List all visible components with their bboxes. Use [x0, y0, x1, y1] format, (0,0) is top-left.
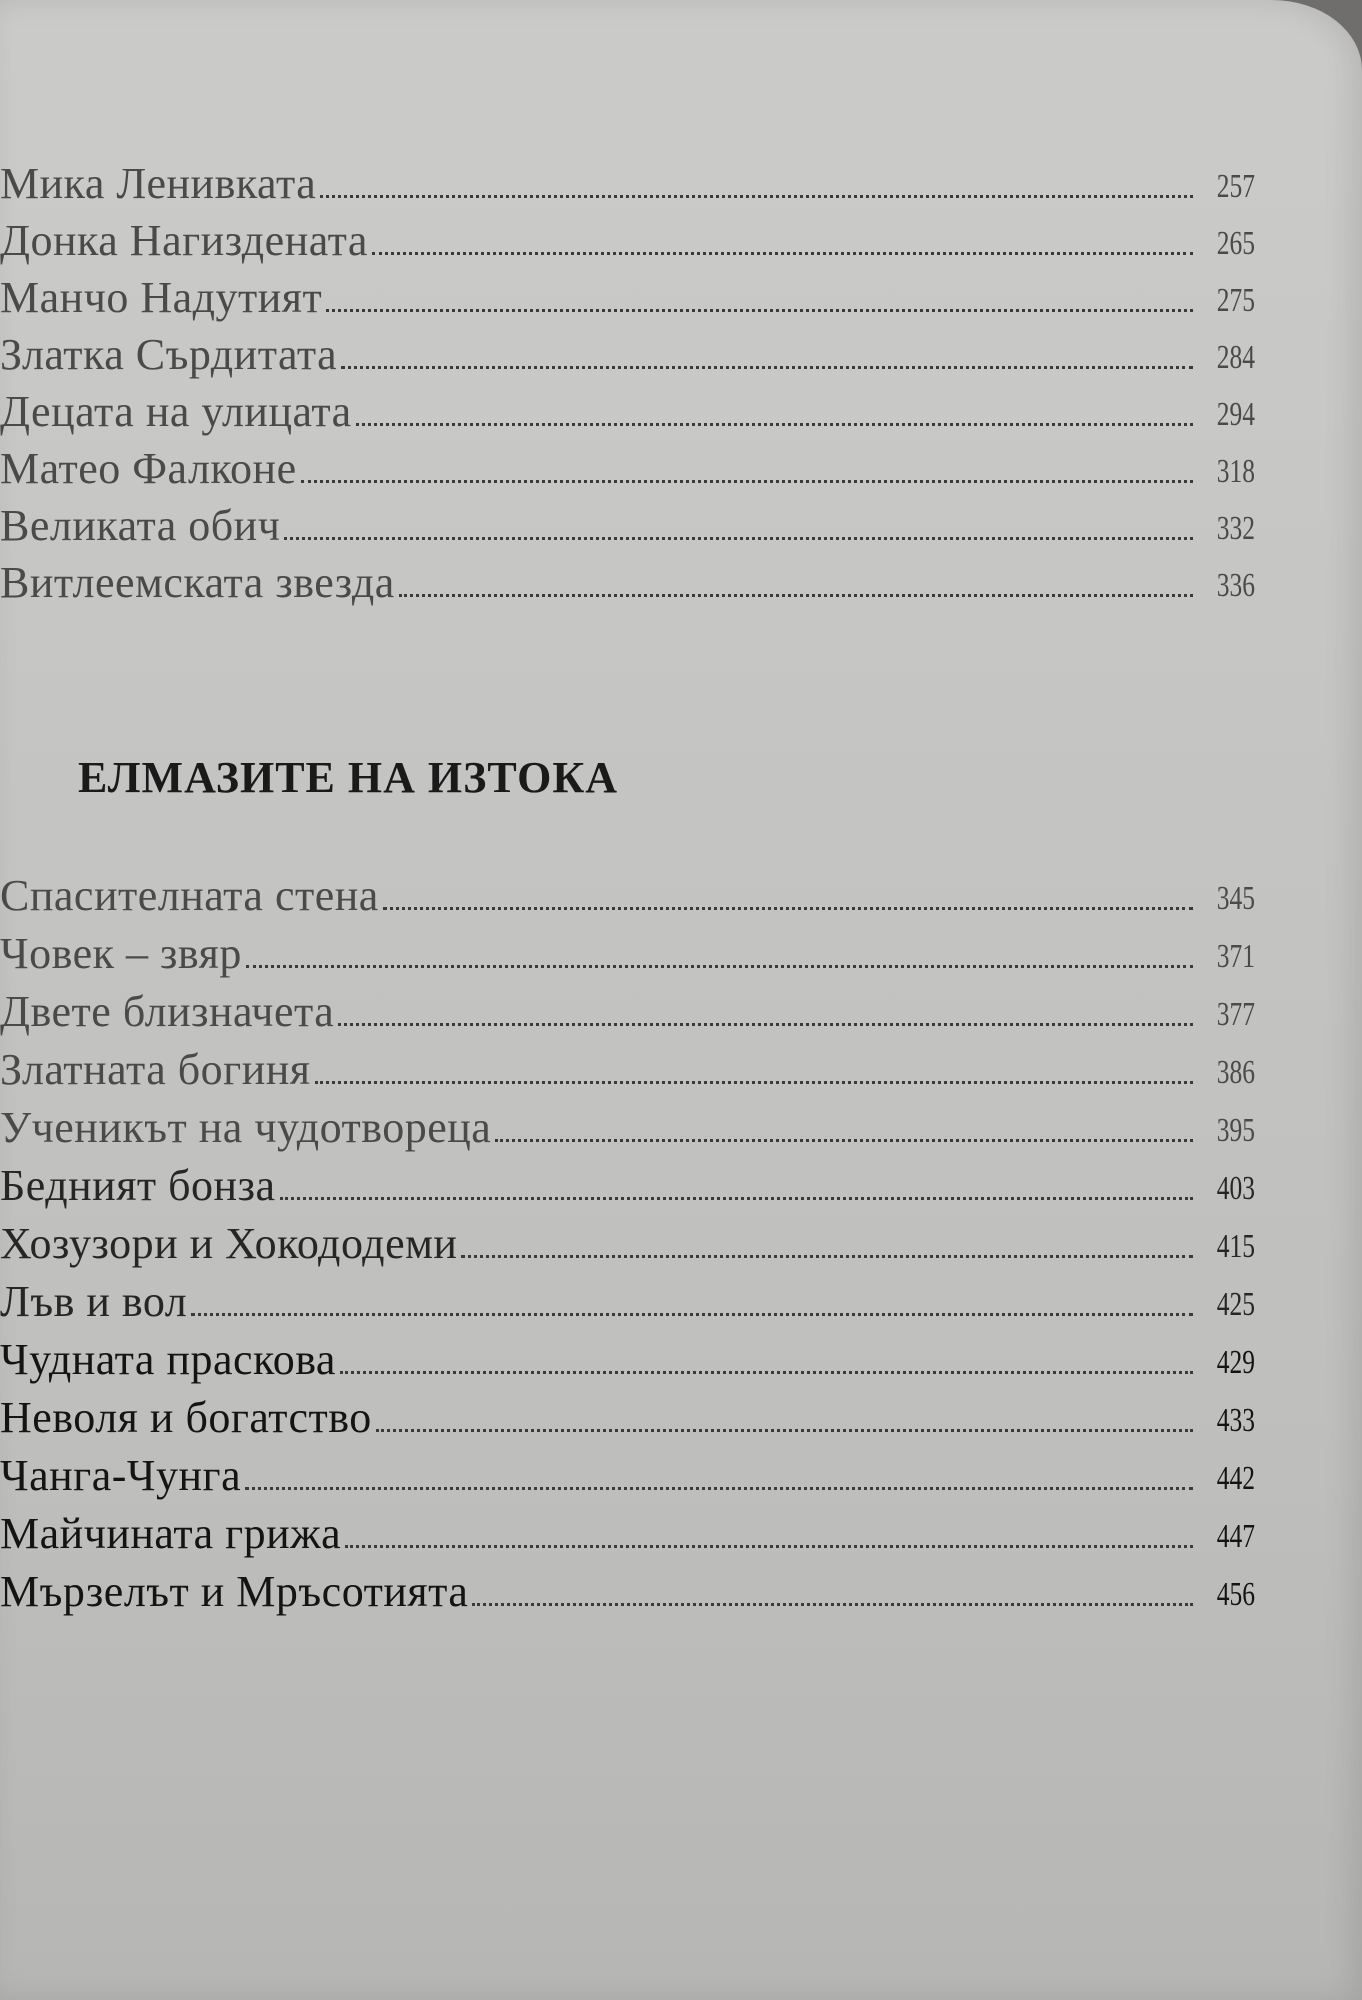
- toc-entry: [0, 1500, 1255, 1556]
- entry-title: Двете близначета: [0, 987, 335, 1036]
- entry-page-number: 429: [1216, 1344, 1255, 1381]
- toc-entry: [0, 150, 1255, 206]
- toc-entry: [0, 264, 1255, 320]
- entry-title: Чанга-Чунга: [0, 1451, 242, 1500]
- dot-leader: [315, 1081, 1193, 1084]
- dot-leader: [495, 1139, 1193, 1142]
- entry-title: Великата обич: [0, 501, 281, 550]
- dot-leader: [341, 366, 1193, 369]
- section-heading: ЕЛМАЗИТЕ НА ИЗТОКА: [78, 753, 619, 802]
- entry-page-number: 433: [1216, 1402, 1255, 1439]
- entry-page-number: 425: [1216, 1286, 1255, 1323]
- toc-entry: [0, 862, 1255, 918]
- toc-entry: [0, 1268, 1255, 1324]
- toc-entry: [0, 207, 1255, 263]
- entry-page-number: 332: [1216, 510, 1255, 547]
- toc-entry: [0, 549, 1255, 605]
- toc-entry: [0, 1384, 1255, 1440]
- entry-page-number: 415: [1216, 1228, 1255, 1265]
- entry-page-number: 257: [1216, 168, 1255, 205]
- toc-entry: [0, 378, 1255, 434]
- entry-title: Чудната праскова: [0, 1335, 336, 1384]
- toc-entry: [0, 1036, 1255, 1092]
- entry-page-number: 336: [1216, 567, 1255, 604]
- dot-leader: [472, 1603, 1193, 1606]
- entry-title: Хозузори и Хокододеми: [0, 1219, 458, 1268]
- toc-entry: [0, 1442, 1255, 1498]
- toc-entry: [0, 1152, 1255, 1208]
- entry-page-number: 395: [1216, 1112, 1255, 1149]
- toc-entry: [0, 1210, 1255, 1266]
- dot-leader: [356, 423, 1193, 426]
- dot-leader: [340, 1371, 1193, 1374]
- entry-title: Спасителната стена: [0, 871, 379, 920]
- dot-leader: [345, 1545, 1193, 1548]
- entry-title: Мика Ленивката: [0, 159, 317, 208]
- entry-page-number: 377: [1216, 996, 1255, 1033]
- entry-title: Майчината грижа: [0, 1509, 342, 1558]
- entry-page-number: 442: [1216, 1460, 1255, 1497]
- entry-title: Манчо Надутият: [0, 273, 323, 322]
- toc-entry: [0, 321, 1255, 377]
- toc-entry: [0, 1558, 1255, 1614]
- entry-page-number: 318: [1216, 453, 1255, 490]
- entry-title: Децата на улицата: [0, 387, 352, 436]
- entry-title: Витлеемската звезда: [0, 558, 395, 607]
- dot-leader: [246, 965, 1193, 968]
- entry-page-number: 403: [1216, 1170, 1255, 1207]
- toc-entry: [0, 978, 1255, 1034]
- dot-leader: [461, 1255, 1193, 1258]
- entry-page-number: 345: [1216, 880, 1255, 917]
- entry-title: Матео Фалконе: [0, 444, 297, 493]
- dot-leader: [338, 1023, 1193, 1026]
- dot-leader: [376, 1429, 1193, 1432]
- entry-page-number: 371: [1216, 938, 1255, 975]
- entry-title: Златка Сърдитата: [0, 330, 338, 379]
- entry-page-number: 447: [1216, 1518, 1255, 1555]
- entry-page-number: 294: [1216, 396, 1255, 433]
- entry-title: Лъв и вол: [0, 1277, 188, 1326]
- entry-title: Бедният бонза: [0, 1161, 276, 1210]
- entry-title: Човек – звяр: [0, 929, 242, 978]
- dot-leader: [399, 594, 1193, 597]
- toc-entry: [0, 1326, 1255, 1382]
- dot-leader: [383, 907, 1193, 910]
- entry-page-number: 386: [1216, 1054, 1255, 1091]
- toc-entry: [0, 435, 1255, 491]
- entry-title: Донка Нагиздената: [0, 216, 368, 265]
- dot-leader: [301, 480, 1193, 483]
- dot-leader: [320, 195, 1193, 198]
- entry-page-number: 456: [1216, 1576, 1255, 1613]
- entry-page-number: 275: [1216, 282, 1255, 319]
- entry-title: Ученикът на чудотвореца: [0, 1103, 492, 1152]
- entry-title: Неволя и богатство: [0, 1393, 372, 1442]
- entry-page-number: 284: [1216, 339, 1255, 376]
- toc-entry: [0, 492, 1255, 548]
- entry-title: Мързелът и Мръсотията: [0, 1567, 469, 1616]
- dot-leader: [191, 1313, 1193, 1316]
- dot-leader: [280, 1197, 1193, 1200]
- dot-leader: [372, 252, 1193, 255]
- toc-entry: [0, 920, 1255, 976]
- toc-entry: [0, 1094, 1255, 1150]
- entry-title: Златната богиня: [0, 1045, 311, 1094]
- dot-leader: [245, 1487, 1193, 1490]
- dot-leader: [326, 309, 1193, 312]
- dot-leader: [284, 537, 1193, 540]
- entry-page-number: 265: [1216, 225, 1255, 262]
